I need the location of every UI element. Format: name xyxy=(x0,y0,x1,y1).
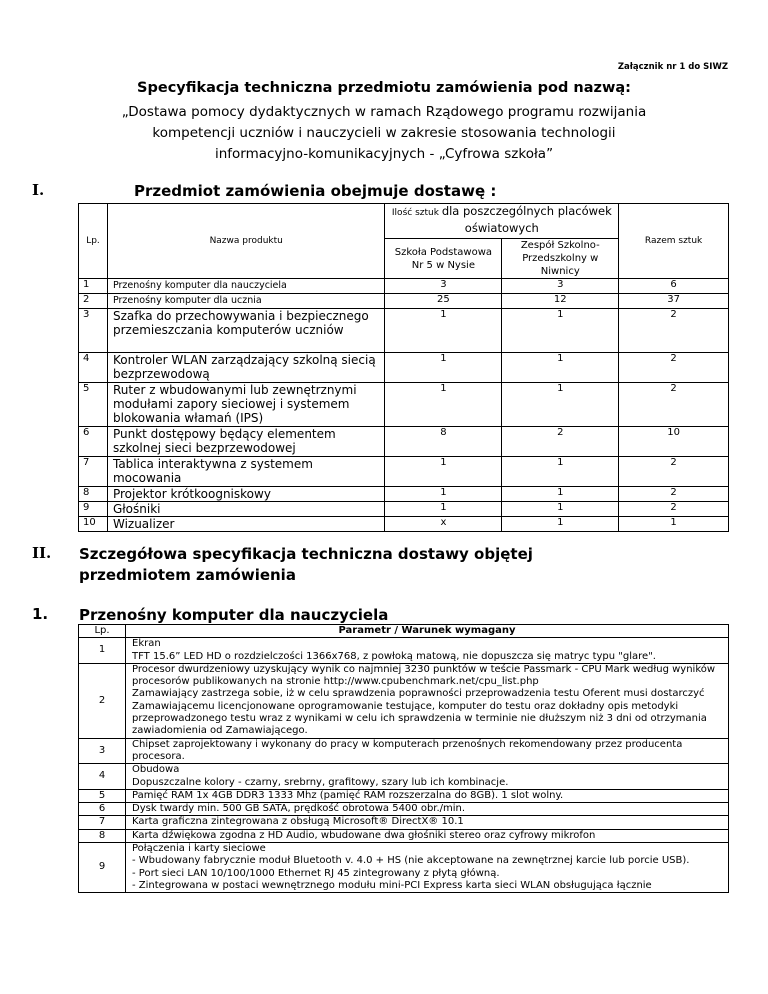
row-name: Szafka do przechowywania i bezpiecznego przemieszczania komputerów uczniów xyxy=(107,309,385,353)
row-total: 2 xyxy=(619,353,729,383)
spec-row-lp: 5 xyxy=(79,789,126,802)
row-school-1: x xyxy=(385,517,502,532)
spec-row xyxy=(79,764,729,790)
spec-row-param xyxy=(126,638,729,664)
table-row xyxy=(79,427,729,457)
row-lp: 2 xyxy=(79,294,108,309)
spec-row-lp: 2 xyxy=(79,663,126,738)
qty-suffix: dla poszczególnych placówek oświatowych xyxy=(441,204,612,235)
table-row xyxy=(79,487,729,502)
row-lp: 4 xyxy=(79,353,108,383)
row-school-1: 8 xyxy=(385,427,502,457)
row-name: Przenośny komputer dla nauczyciela xyxy=(107,279,385,294)
row-school-2: 2 xyxy=(502,427,619,457)
spec-row xyxy=(79,789,729,802)
row-total: 2 xyxy=(619,309,729,353)
row-school-1: 1 xyxy=(385,502,502,517)
row-school-2: 1 xyxy=(502,502,619,517)
row-total: 10 xyxy=(619,427,729,457)
annex-label: Załącznik nr 1 do SIWZ xyxy=(617,62,728,72)
spec-line: Karta dźwiękowa zgodna z HD Audio, wbudowane dwa głośniki stereo oraz cyfrowy mikrofon xyxy=(132,829,596,841)
spec-row-param xyxy=(126,764,729,790)
row-lp: 9 xyxy=(79,502,108,517)
delivery-table xyxy=(78,203,729,532)
row-school-1: 25 xyxy=(385,294,502,309)
row-school-2: 1 xyxy=(502,309,619,353)
spec-line: Pamięć RAM 1x 4GB DDR3 1333 Mhz (pamięć RAM rozszerzalna do 8GB). 1 slot wolny. xyxy=(132,789,564,801)
spec-row xyxy=(79,816,729,829)
qty-prefix: Ilość sztuk xyxy=(391,208,439,218)
page-subtitle: „Dostawa pomocy dydaktycznych w ramach Rządowego programu rozwijania kompetencji uczniów i nauczycieli w zakresie stosowania technologii informacyjno-komunikacyjnych - „Cyfrowa szkoła” xyxy=(121,104,647,162)
spec-row-param xyxy=(126,816,729,829)
row-name: Tablica interaktywna z systemem mocowania xyxy=(107,457,385,487)
row-school-2: 1 xyxy=(502,383,619,427)
spec-row-lp: 8 xyxy=(79,829,126,842)
spec-row xyxy=(79,843,729,893)
row-total: 1 xyxy=(619,517,729,532)
row-school-1: 1 xyxy=(385,383,502,427)
spec-line: TFT 15.6” LED HD o rozdzielczości 1366x768, z powłoką matową, nie dopuszcza się matryc typu "glare". xyxy=(132,650,656,662)
row-school-2: 1 xyxy=(502,457,619,487)
col-lp: Lp. xyxy=(79,204,108,279)
row-lp: 1 xyxy=(79,279,108,294)
col-school-1: Szkoła Podstawowa Nr 5 w Nysie xyxy=(385,239,502,279)
spec-table xyxy=(78,624,729,893)
row-lp: 5 xyxy=(79,383,108,427)
row-name: Kontroler WLAN zarządzający szkolną siecią bezprzewodową xyxy=(107,353,385,383)
col-param: Parametr / Warunek wymagany xyxy=(126,625,729,638)
row-school-2: 1 xyxy=(502,353,619,383)
row-school-2: 12 xyxy=(502,294,619,309)
row-lp: 7 xyxy=(79,457,108,487)
row-school-1: 1 xyxy=(385,487,502,502)
spec-row-param xyxy=(126,829,729,842)
row-name: Głośniki xyxy=(107,502,385,517)
table-row xyxy=(79,353,729,383)
section-1-heading xyxy=(32,181,732,203)
col-lp: Lp. xyxy=(79,625,126,638)
table-row xyxy=(79,279,729,294)
spec-line: Zamawiający zastrzega sobie, iż w celu sprawdzenia poprawności przeprowadzenia testu Oferent musi dostarczyć Zamawiającemu licencjonowane oprogramowanie testujące, komputer do testu oraz dokładny opis metodyki przeprowadzonego testu wraz z wynikami w celu ich sprawdzenia w terminie nie dłuższym niż 3 dni od otrzymania zawiadomienia od Zamawiającego. xyxy=(132,688,707,737)
row-school-1: 1 xyxy=(385,309,502,353)
spec-row-lp: 7 xyxy=(79,816,126,829)
spec-line: Połączenia i karty sieciowe xyxy=(132,843,266,855)
col-qty-group xyxy=(385,204,619,239)
table-row xyxy=(79,294,729,309)
row-lp: 6 xyxy=(79,427,108,457)
spec-row-lp: 1 xyxy=(79,638,126,664)
spec-row-param xyxy=(126,803,729,816)
table-row xyxy=(79,517,729,532)
page-title: Specyfikacja techniczna przedmiotu zamówienia pod nazwą: xyxy=(137,80,631,96)
spec-line: - Wbudowany fabrycznie moduł Bluetooth v. 4.0 + HS (nie akceptowane na zewnętrznej karcie lub porcie USB). xyxy=(132,855,690,867)
spec-line: Obudowa xyxy=(132,764,180,776)
row-total: 2 xyxy=(619,457,729,487)
row-lp: 8 xyxy=(79,487,108,502)
section-number: 1. xyxy=(32,605,49,623)
row-name: Przenośny komputer dla ucznia xyxy=(107,294,385,309)
row-total: 2 xyxy=(619,487,729,502)
row-school-1: 1 xyxy=(385,353,502,383)
spec-row-param xyxy=(126,738,729,764)
table-row xyxy=(79,457,729,487)
row-name: Wizualizer xyxy=(107,517,385,532)
col-total: Razem sztuk xyxy=(619,204,729,279)
spec-row-lp: 9 xyxy=(79,843,126,893)
spec-line: Ekran xyxy=(132,638,161,650)
spec-row-param xyxy=(126,789,729,802)
spec-row-lp: 3 xyxy=(79,738,126,764)
spec-row-param xyxy=(126,843,729,893)
spec-row xyxy=(79,738,729,764)
spec-line: Karta graficzna zintegrowana z obsługą Microsoft® DirectX® 10.1 xyxy=(132,816,464,828)
table-row xyxy=(79,502,729,517)
row-school-1: 3 xyxy=(385,279,502,294)
row-total: 6 xyxy=(619,279,729,294)
spec-row xyxy=(79,638,729,664)
col-school-2: Zespół Szkolno-Przedszkolny w Niwnicy xyxy=(502,239,619,279)
row-name: Punkt dostępowy będący elementem szkolnej sieci bezprzewodowej xyxy=(107,427,385,457)
row-lp: 10 xyxy=(79,517,108,532)
spec-row-lp: 6 xyxy=(79,803,126,816)
spec-row xyxy=(79,663,729,738)
spec-line: Dopuszczalne kolory - czarny, srebrny, grafitowy, szary lub ich kombinacje. xyxy=(132,776,509,788)
spec-line: Procesor dwurdzeniowy uzyskujący wynik co najmniej 3230 punktów w teście Passmark - CPU Mark według wyników procesorów publikowanych na stronie http://www.cpubenchmark.net/cpu_list.php xyxy=(132,663,716,688)
section-title: Przedmiot zamówienia obejmuje dostawę : xyxy=(134,182,497,200)
spec-line: - Port sieci LAN 10/100/1000 Ethernet RJ 45 zintegrowany z płytą główną. xyxy=(132,867,500,879)
row-total: 2 xyxy=(619,502,729,517)
spec-row-param xyxy=(126,663,729,738)
row-total: 37 xyxy=(619,294,729,309)
spec-row xyxy=(79,829,729,842)
col-name: Nazwa produktu xyxy=(107,204,385,279)
row-name: Ruter z wbudowanymi lub zewnętrznymi modułami zapory sieciowej i systemem blokowania włamań (IPS) xyxy=(107,383,385,427)
section-title: Szczegółowa specyfikacja techniczna dostawy objętej przedmiotem zamówienia xyxy=(79,545,533,584)
row-school-2: 1 xyxy=(502,517,619,532)
section-number: I. xyxy=(32,181,45,199)
spec-row xyxy=(79,803,729,816)
row-school-2: 1 xyxy=(502,487,619,502)
spec-line: - Zintegrowana w postaci wewnętrznego modułu mini-PCI Express karta sieci WLAN obsługująca łącznie xyxy=(132,879,652,891)
section-2-heading xyxy=(32,544,732,588)
spec-line: Dysk twardy min. 500 GB SATA, prędkość obrotowa 5400 obr./min. xyxy=(132,803,466,815)
row-name: Projektor krótkoogniskowy xyxy=(107,487,385,502)
row-lp: 3 xyxy=(79,309,108,353)
section-title: Przenośny komputer dla nauczyciela xyxy=(79,606,389,624)
section-number: II. xyxy=(32,544,52,562)
table-row xyxy=(79,309,729,353)
table-row xyxy=(79,383,729,427)
spec-row-lp: 4 xyxy=(79,764,126,790)
spec-line: Chipset zaprojektowany i wykonany do pracy w komputerach przenośnych rekomendowany przez producenta procesora. xyxy=(132,738,683,762)
row-school-2: 3 xyxy=(502,279,619,294)
row-total: 2 xyxy=(619,383,729,427)
row-school-1: 1 xyxy=(385,457,502,487)
